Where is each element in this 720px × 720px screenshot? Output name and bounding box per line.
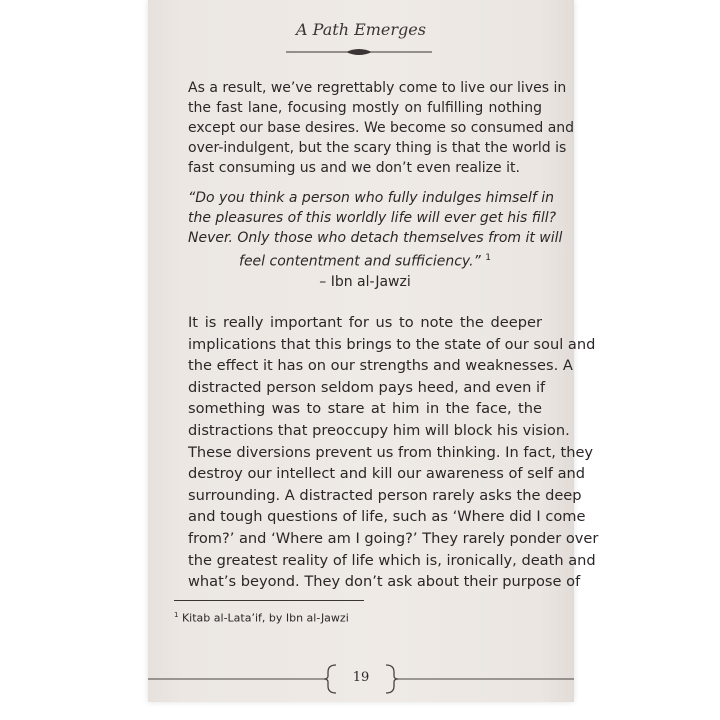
paragraph-line: what’s beyond. They don’t ask about their purpose of — [188, 573, 581, 591]
paragraph-line: distracted person seldom pays heed, and even if — [188, 378, 546, 396]
book-page — [148, 0, 599, 702]
paragraph-line: It is really important for us to note the deeper — [188, 314, 542, 331]
footnote-marker: 1 — [174, 611, 179, 619]
block-quote — [188, 188, 563, 272]
paragraph-line: over-indulgent, but the scary thing is that the world is — [188, 140, 567, 156]
paragraph-2 — [188, 312, 599, 593]
footnote — [174, 608, 349, 626]
quote-line: “Do you think a person who fully indulges himself in — [188, 190, 555, 206]
footnote-text: Kitab al-Lata’if, by Ibn al-Jawzi — [181, 611, 349, 625]
header-ornament-rule — [284, 46, 434, 58]
quote-line: the pleasures of this worldly life will ever get his fill? — [188, 210, 557, 226]
quote-line: Never. Only those who detach themselves from it will — [188, 230, 563, 246]
paragraph-line: the fast lane, focusing mostly on fulfilling nothing — [188, 100, 542, 116]
paragraph-line: destroy our intellect and kill our awareness of self and — [188, 465, 586, 483]
paragraph-line: surrounding. A distracted person rarely asks the deep — [188, 486, 582, 504]
quote-last-line: feel contentment and sufficiency.” — [239, 253, 481, 270]
paragraph-line: distractions that preoccupy him will block his vision. — [188, 421, 570, 439]
paragraph-line: something was to stare at him in the face, the — [188, 400, 542, 418]
quote-line — [188, 248, 542, 272]
paragraph-line: As a result, we’ve regrettably come to live our lives in — [188, 80, 567, 96]
paragraph-line: except our base desires. We become so consumed and — [188, 120, 575, 136]
paragraph-line: the effect it has on our strengths and weaknesses. A — [188, 357, 573, 375]
paragraph-line: and tough questions of life, such as ‘Where did I come — [188, 508, 586, 526]
quote-attribution: – Ibn al-Jawzi — [319, 274, 411, 290]
running-head: A Path Emerges — [296, 20, 426, 39]
paragraph-line: fast consuming us and we don’t even realize it. — [188, 160, 520, 176]
footnote-reference: 1 — [485, 253, 491, 263]
paragraph-line: from?’ and ‘Where am I going?’ They rarely ponder over — [188, 529, 599, 547]
paragraph-line: the greatest reality of life which is, ironically, death and — [188, 551, 596, 569]
footnote-divider — [174, 600, 364, 601]
page-number: 19 — [352, 670, 370, 685]
paragraph-1 — [188, 78, 575, 178]
paragraph-line: implications that this brings to the state of our soul and — [188, 335, 596, 353]
paragraph-line: These diversions prevent us from thinking. In fact, they — [188, 443, 594, 461]
